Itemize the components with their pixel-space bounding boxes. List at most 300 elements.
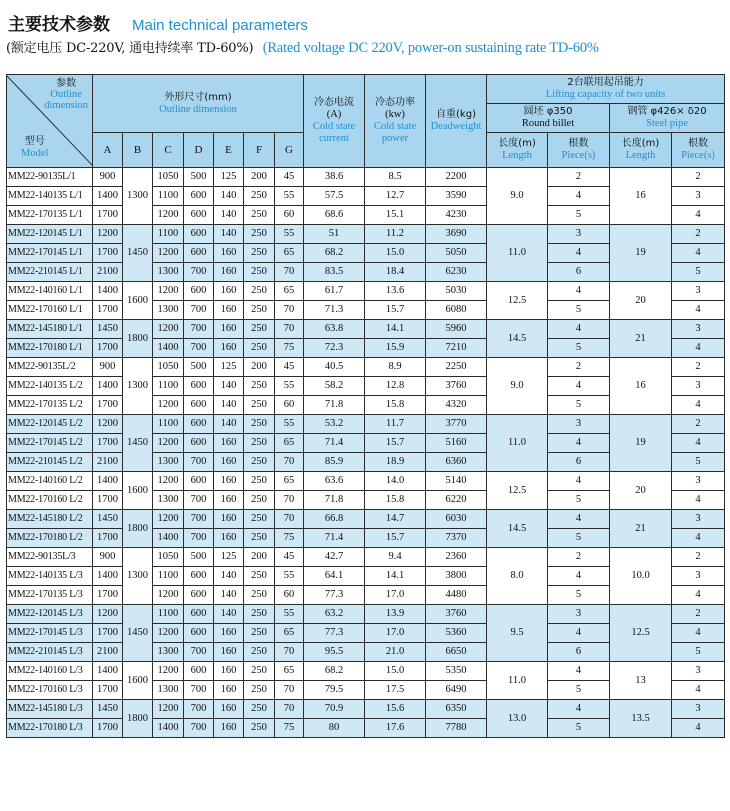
dim-d-cell: 700 — [184, 453, 214, 472]
current-cell: 63.2 — [304, 605, 365, 624]
billet-pieces-cell: 5 — [548, 719, 610, 738]
model-cell: MM22-140135 L/3 — [7, 567, 93, 586]
dim-f-cell: 250 — [244, 681, 275, 700]
dim-d-cell: 700 — [184, 301, 214, 320]
dim-g-cell: 45 — [275, 358, 304, 377]
pipe-pieces-cell: 4 — [672, 529, 725, 548]
dim-a-cell: 1700 — [93, 491, 123, 510]
model-cell: MM22-170145 L/2 — [7, 434, 93, 453]
dim-e-cell: 160 — [214, 643, 244, 662]
dim-g-cell: 65 — [275, 244, 304, 263]
dim-a-cell: 1400 — [93, 377, 123, 396]
weight-cell: 4320 — [426, 396, 487, 415]
dim-a-cell: 1400 — [93, 567, 123, 586]
billet-length-cell: 9.0 — [487, 358, 548, 415]
dim-f-cell: 250 — [244, 434, 275, 453]
model-cell: MM22-145180 L/1 — [7, 320, 93, 339]
pipe-pieces-cell: 4 — [672, 434, 725, 453]
dim-a-cell: 2100 — [93, 643, 123, 662]
dim-c-cell: 1200 — [153, 624, 184, 643]
current-cell: 71.8 — [304, 491, 365, 510]
dim-c-cell: 1200 — [153, 396, 184, 415]
dim-a-cell: 1450 — [93, 320, 123, 339]
dim-e-cell: 160 — [214, 244, 244, 263]
power-cell: 18.9 — [365, 453, 426, 472]
billet-pieces-cell: 6 — [548, 453, 610, 472]
table-row — [7, 605, 725, 624]
weight-cell: 6030 — [426, 510, 487, 529]
current-cell: 80 — [304, 719, 365, 738]
power-en1: Cold state — [373, 121, 417, 132]
dim-e-cell: 160 — [214, 681, 244, 700]
weight-cell: 6350 — [426, 700, 487, 719]
weight-cell: 4230 — [426, 206, 487, 225]
weight-cell: 5160 — [426, 434, 487, 453]
dim-a-cell: 1400 — [93, 662, 123, 681]
pieces-header-billet — [548, 133, 610, 168]
weight-cell: 3770 — [426, 415, 487, 434]
current-cell: 42.7 — [304, 548, 365, 567]
dim-f-cell: 250 — [244, 206, 275, 225]
dim-g-cell: 55 — [275, 567, 304, 586]
dim-e-cell: 160 — [214, 263, 244, 282]
weight-cell: 7210 — [426, 339, 487, 358]
dim-c-cell: 1100 — [153, 187, 184, 206]
current-cell: 71.3 — [304, 301, 365, 320]
pipe-pieces-cell: 5 — [672, 643, 725, 662]
dim-b-cell: 1800 — [123, 320, 153, 358]
billet-pieces-cell: 5 — [548, 529, 610, 548]
pipe-pieces-cell: 4 — [672, 301, 725, 320]
current-en2: current — [319, 133, 349, 144]
current-cell: 40.5 — [304, 358, 365, 377]
dim-g-cell: 70 — [275, 700, 304, 719]
pipe-pieces-cell: 4 — [672, 624, 725, 643]
dim-g-cell: 55 — [275, 415, 304, 434]
dim-c-cell: 1200 — [153, 320, 184, 339]
billet-pieces-cell: 2 — [548, 168, 610, 187]
dim-f-cell: 250 — [244, 339, 275, 358]
outline-en: Outline dimension — [159, 103, 237, 115]
dim-f-cell: 250 — [244, 472, 275, 491]
pipe-pieces-cell: 4 — [672, 586, 725, 605]
dim-d-cell: 600 — [184, 567, 214, 586]
dim-f-cell: 250 — [244, 415, 275, 434]
dim-c-cell: 1200 — [153, 586, 184, 605]
billet-pieces-cell: 6 — [548, 643, 610, 662]
dim-b-cell: 1600 — [123, 662, 153, 700]
subtitle — [6, 37, 599, 55]
dim-f-cell: 250 — [244, 510, 275, 529]
weight-cell: 5140 — [426, 472, 487, 491]
pipe-length-cell: 12.5 — [610, 605, 672, 662]
table-row — [7, 415, 725, 434]
dim-g-cell: 75 — [275, 529, 304, 548]
dim-d-cell: 600 — [184, 662, 214, 681]
dim-d-cell: 700 — [184, 529, 214, 548]
title-cn: 主要技术参数 — [8, 15, 110, 35]
dim-a-cell: 1400 — [93, 282, 123, 301]
current-cell: 71.8 — [304, 396, 365, 415]
dim-e-cell: 160 — [214, 491, 244, 510]
dim-b-cell: 1800 — [123, 700, 153, 738]
model-cell: MM22-210145 L/1 — [7, 263, 93, 282]
weight-cell: 4480 — [426, 586, 487, 605]
weight-cell: 5350 — [426, 662, 487, 681]
billet-pieces-cell: 4 — [548, 320, 610, 339]
pipe-length-cell: 10.0 — [610, 548, 672, 605]
weight-cell: 6650 — [426, 643, 487, 662]
weight-cell: 5360 — [426, 624, 487, 643]
dim-b-cell: 1600 — [123, 472, 153, 510]
power-cell: 9.4 — [365, 548, 426, 567]
weight-cell: 6230 — [426, 263, 487, 282]
pipe-pieces-cell: 4 — [672, 206, 725, 225]
dim-g-cell: 45 — [275, 168, 304, 187]
dim-a-cell: 1700 — [93, 624, 123, 643]
billet-pieces-cell: 2 — [548, 548, 610, 567]
pipe-pieces-cell: 3 — [672, 282, 725, 301]
dim-e-cell: 160 — [214, 339, 244, 358]
pipe-pieces-cell: 5 — [672, 453, 725, 472]
subtitle-en: (Rated voltage DC 220V, power-on sustaining rate TD-60% — [262, 40, 599, 56]
current-cell: 51 — [304, 225, 365, 244]
billet-pieces-cell: 3 — [548, 415, 610, 434]
billet-pieces-cell: 6 — [548, 263, 610, 282]
model-cell: MM22-90135L/3 — [7, 548, 93, 567]
dim-c-cell: 1100 — [153, 567, 184, 586]
dim-a-cell: 1700 — [93, 586, 123, 605]
dimension-col-a: A — [93, 133, 123, 168]
weight-cell: 7780 — [426, 719, 487, 738]
pipe-pieces-cell: 3 — [672, 662, 725, 681]
current-cell: 53.2 — [304, 415, 365, 434]
billet-pieces-cell: 2 — [548, 358, 610, 377]
pieces-header-pipe — [672, 133, 725, 168]
dim-g-cell: 65 — [275, 624, 304, 643]
model-cell: MM22-170180 L/2 — [7, 529, 93, 548]
dim-a-cell: 1200 — [93, 605, 123, 624]
subtitle-cn: (额定电压 DC-220V, 通电持续率 TD-60%) — [6, 41, 254, 56]
power-cell: 15.6 — [365, 700, 426, 719]
dim-e-cell: 160 — [214, 719, 244, 738]
pipe-pieces-cell: 2 — [672, 548, 725, 567]
pipe-pieces-cell: 3 — [672, 510, 725, 529]
model-cell: MM22-210145 L/3 — [7, 643, 93, 662]
dim-c-cell: 1300 — [153, 453, 184, 472]
billet-pieces-cell: 5 — [548, 396, 610, 415]
pipe-pieces-cell: 4 — [672, 396, 725, 415]
dim-e-cell: 160 — [214, 624, 244, 643]
dim-a-cell: 1700 — [93, 244, 123, 263]
dim-f-cell: 250 — [244, 700, 275, 719]
weight-cell: 2360 — [426, 548, 487, 567]
dim-g-cell: 60 — [275, 396, 304, 415]
dim-e-cell: 160 — [214, 700, 244, 719]
dim-f-cell: 250 — [244, 377, 275, 396]
pipe-pieces-cell: 3 — [672, 187, 725, 206]
dim-c-cell: 1100 — [153, 225, 184, 244]
dim-c-cell: 1300 — [153, 263, 184, 282]
pipe-header — [610, 104, 725, 133]
billet-length-cell: 11.0 — [487, 225, 548, 282]
pipe-length-cell: 20 — [610, 472, 672, 510]
dim-d-cell: 600 — [184, 206, 214, 225]
pipe-length-cell: 19 — [610, 225, 672, 282]
table-row — [7, 358, 725, 377]
dim-c-cell: 1100 — [153, 415, 184, 434]
pipe-pieces-cell: 4 — [672, 339, 725, 358]
billet-pieces-cell: 4 — [548, 434, 610, 453]
model-cell: MM22-170145 L/3 — [7, 624, 93, 643]
dim-c-cell: 1050 — [153, 168, 184, 187]
corner-bot-cn: 型号 — [24, 136, 45, 147]
dimension-col-c: C — [153, 133, 184, 168]
dim-d-cell: 600 — [184, 586, 214, 605]
power-cell: 14.7 — [365, 510, 426, 529]
dim-d-cell: 700 — [184, 643, 214, 662]
power-cell: 15.0 — [365, 244, 426, 263]
dim-f-cell: 200 — [244, 168, 275, 187]
weight-cell: 2250 — [426, 358, 487, 377]
corner-header-cell — [7, 75, 93, 168]
billet-pieces-cell: 4 — [548, 187, 610, 206]
dim-g-cell: 65 — [275, 434, 304, 453]
power-cell: 15.8 — [365, 396, 426, 415]
table-row — [7, 510, 725, 529]
current-cell: 61.7 — [304, 282, 365, 301]
dim-c-cell: 1200 — [153, 206, 184, 225]
dim-g-cell: 70 — [275, 320, 304, 339]
dim-g-cell: 70 — [275, 301, 304, 320]
pipe-pieces-cell: 3 — [672, 472, 725, 491]
dim-e-cell: 160 — [214, 510, 244, 529]
current-cell: 68.6 — [304, 206, 365, 225]
power-cell: 18.4 — [365, 263, 426, 282]
power-cell: 17.0 — [365, 586, 426, 605]
billet-length-cell: 11.0 — [487, 662, 548, 700]
page-title — [8, 10, 308, 35]
dim-f-cell: 250 — [244, 491, 275, 510]
weight-cell: 6080 — [426, 301, 487, 320]
pipe-pieces-cell: 2 — [672, 415, 725, 434]
dim-f-cell: 200 — [244, 358, 275, 377]
model-cell: MM22-170145 L/1 — [7, 244, 93, 263]
current-cell: 68.2 — [304, 244, 365, 263]
model-cell: MM22-145180 L/2 — [7, 510, 93, 529]
model-cell: MM22-90135L/1 — [7, 168, 93, 187]
dim-f-cell: 250 — [244, 529, 275, 548]
dim-e-cell: 160 — [214, 472, 244, 491]
dim-b-cell: 1450 — [123, 415, 153, 472]
model-cell: MM22-140135 L/1 — [7, 187, 93, 206]
model-cell: MM22-145180 L/3 — [7, 700, 93, 719]
dim-f-cell: 250 — [244, 605, 275, 624]
dim-d-cell: 600 — [184, 187, 214, 206]
current-cell: 72.3 — [304, 339, 365, 358]
billet-length-cell: 14.5 — [487, 320, 548, 358]
power-en2: power — [381, 133, 409, 144]
table-row — [7, 168, 725, 187]
model-cell: MM22-140135 L/2 — [7, 377, 93, 396]
dim-c-cell: 1100 — [153, 605, 184, 624]
power-cell: 15.7 — [365, 434, 426, 453]
dim-f-cell: 250 — [244, 567, 275, 586]
power-cell: 14.1 — [365, 567, 426, 586]
dim-a-cell: 1700 — [93, 434, 123, 453]
length-en: Length — [502, 150, 532, 161]
dim-g-cell: 60 — [275, 586, 304, 605]
billet-header — [487, 104, 610, 133]
current-cell: 58.2 — [304, 377, 365, 396]
model-cell: MM22-170135 L/2 — [7, 396, 93, 415]
dim-a-cell: 1700 — [93, 339, 123, 358]
power-cell: 13.6 — [365, 282, 426, 301]
dim-f-cell: 250 — [244, 244, 275, 263]
billet-length-cell: 14.5 — [487, 510, 548, 548]
power-cell: 11.7 — [365, 415, 426, 434]
outline-dimension-header — [93, 75, 304, 133]
current-cell: 63.8 — [304, 320, 365, 339]
dim-a-cell: 1700 — [93, 301, 123, 320]
weight-cell: 6490 — [426, 681, 487, 700]
billet-length-cell: 12.5 — [487, 472, 548, 510]
current-cell: 83.5 — [304, 263, 365, 282]
dim-g-cell: 65 — [275, 662, 304, 681]
dim-d-cell: 600 — [184, 225, 214, 244]
pipe-length-cell: 21 — [610, 320, 672, 358]
model-cell: MM22-90135L/2 — [7, 358, 93, 377]
model-cell: MM22-140160 L/3 — [7, 662, 93, 681]
current-cell: 57.5 — [304, 187, 365, 206]
dim-f-cell: 250 — [244, 282, 275, 301]
model-cell: MM22-170135 L/3 — [7, 586, 93, 605]
power-cell: 17.5 — [365, 681, 426, 700]
model-cell: MM22-170180 L/1 — [7, 339, 93, 358]
billet-pieces-cell: 4 — [548, 624, 610, 643]
dim-g-cell: 70 — [275, 681, 304, 700]
billet-pieces-cell: 5 — [548, 491, 610, 510]
dimension-col-e: E — [214, 133, 244, 168]
weight-en: Deadweight — [430, 121, 482, 132]
model-cell: MM22-210145 L/2 — [7, 453, 93, 472]
dim-e-cell: 160 — [214, 662, 244, 681]
dim-e-cell: 125 — [214, 548, 244, 567]
length-header-pipe — [610, 133, 672, 168]
dim-c-cell: 1400 — [153, 529, 184, 548]
dim-e-cell: 125 — [214, 168, 244, 187]
lifting-header — [487, 75, 725, 104]
dim-f-cell: 250 — [244, 320, 275, 339]
weight-cell: 5030 — [426, 282, 487, 301]
dim-a-cell: 2100 — [93, 263, 123, 282]
pipe-length-cell: 21 — [610, 510, 672, 548]
power-cell: 8.5 — [365, 168, 426, 187]
dim-f-cell: 250 — [244, 263, 275, 282]
billet-length-cell: 9.0 — [487, 168, 548, 225]
power-cell: 12.8 — [365, 377, 426, 396]
pipe-pieces-cell: 3 — [672, 700, 725, 719]
pieces-en: Piece(s) — [681, 150, 715, 161]
dim-e-cell: 160 — [214, 453, 244, 472]
weight-cell: 5960 — [426, 320, 487, 339]
billet-pieces-cell: 4 — [548, 472, 610, 491]
weight-header — [426, 75, 487, 168]
weight-cell: 5050 — [426, 244, 487, 263]
dim-f-cell: 250 — [244, 624, 275, 643]
pipe-cn: 钢管 φ426× δ20 — [627, 106, 707, 117]
dim-c-cell: 1200 — [153, 662, 184, 681]
dim-a-cell: 1450 — [93, 700, 123, 719]
dim-d-cell: 600 — [184, 472, 214, 491]
lifting-cn: 2台联用起吊能力 — [567, 77, 644, 88]
current-cell: 77.3 — [304, 586, 365, 605]
dim-g-cell: 70 — [275, 453, 304, 472]
dim-f-cell: 250 — [244, 225, 275, 244]
dim-c-cell: 1200 — [153, 282, 184, 301]
power-cell: 8.9 — [365, 358, 426, 377]
dim-e-cell: 140 — [214, 605, 244, 624]
weight-cell: 3760 — [426, 605, 487, 624]
table-row — [7, 700, 725, 719]
dim-a-cell: 1200 — [93, 225, 123, 244]
pipe-length-cell: 19 — [610, 415, 672, 472]
dim-d-cell: 500 — [184, 168, 214, 187]
current-unit: (A) — [326, 109, 342, 120]
dim-c-cell: 1200 — [153, 434, 184, 453]
power-cn: 冷态功率 — [375, 97, 416, 108]
length-cn: 长度(m) — [621, 138, 660, 149]
current-cell: 71.4 — [304, 529, 365, 548]
power-cell: 14.1 — [365, 320, 426, 339]
dim-d-cell: 500 — [184, 358, 214, 377]
pieces-cn: 根数 — [568, 138, 589, 149]
weight-cell: 3800 — [426, 567, 487, 586]
current-cell: 95.5 — [304, 643, 365, 662]
dim-a-cell: 2100 — [93, 453, 123, 472]
billet-pieces-cell: 5 — [548, 586, 610, 605]
dim-e-cell: 160 — [214, 320, 244, 339]
dim-b-cell: 1800 — [123, 510, 153, 548]
dim-d-cell: 600 — [184, 282, 214, 301]
dim-b-cell: 1450 — [123, 225, 153, 282]
dim-c-cell: 1100 — [153, 377, 184, 396]
corner-bot-en: Model — [21, 148, 49, 159]
dim-a-cell: 1700 — [93, 206, 123, 225]
dim-g-cell: 75 — [275, 719, 304, 738]
dim-f-cell: 250 — [244, 187, 275, 206]
dim-d-cell: 700 — [184, 510, 214, 529]
dim-a-cell: 1400 — [93, 472, 123, 491]
dim-e-cell: 140 — [214, 396, 244, 415]
dim-f-cell: 250 — [244, 719, 275, 738]
dim-g-cell: 70 — [275, 491, 304, 510]
dim-e-cell: 160 — [214, 301, 244, 320]
dim-d-cell: 700 — [184, 263, 214, 282]
dim-c-cell: 1300 — [153, 643, 184, 662]
dim-c-cell: 1300 — [153, 491, 184, 510]
weight-cell: 6220 — [426, 491, 487, 510]
dim-f-cell: 250 — [244, 396, 275, 415]
dim-d-cell: 700 — [184, 339, 214, 358]
model-cell: MM22-170160 L/1 — [7, 301, 93, 320]
dim-a-cell: 1700 — [93, 719, 123, 738]
dim-c-cell: 1200 — [153, 244, 184, 263]
dim-b-cell: 1600 — [123, 282, 153, 320]
dim-d-cell: 600 — [184, 415, 214, 434]
billet-length-cell: 12.5 — [487, 282, 548, 320]
current-cell: 66.8 — [304, 510, 365, 529]
